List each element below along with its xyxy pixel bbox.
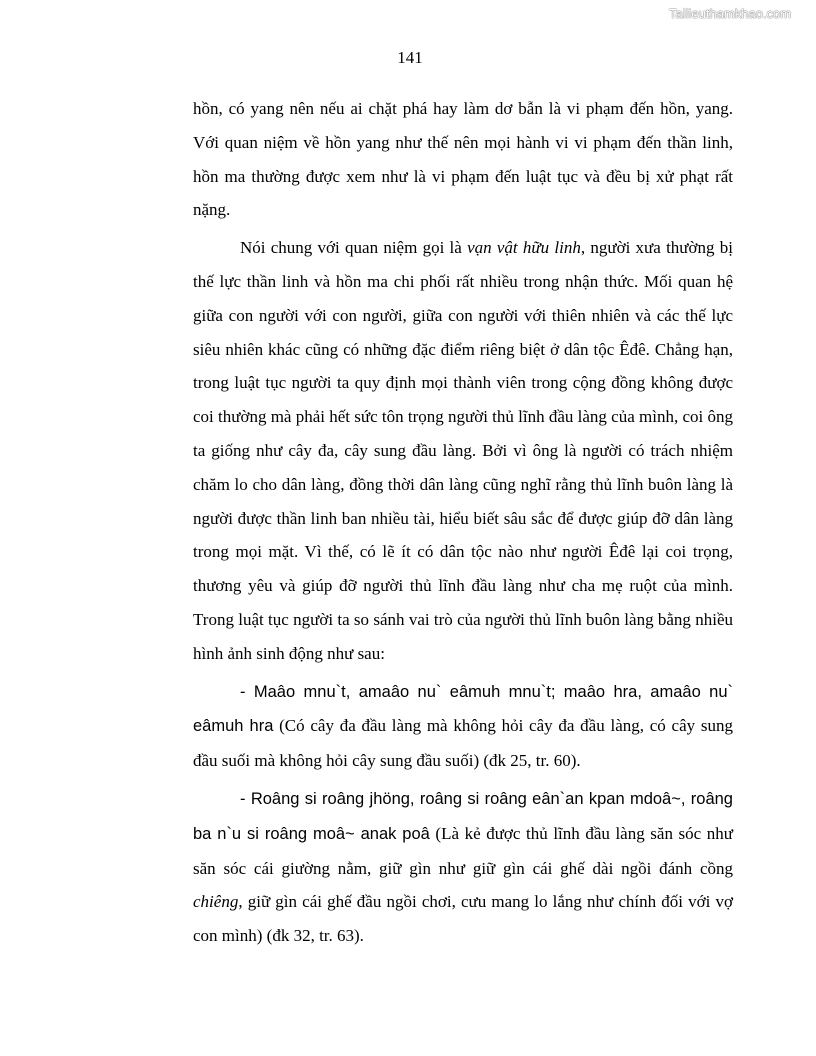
page-number: 141 — [397, 48, 423, 67]
watermark: Tailieuthamkhao.com — [669, 6, 792, 21]
quote-2 — [193, 782, 733, 953]
quote-2-ede-text: - Roâng si roâng jhöng, roâng si roâng eân`an kpan mdoâ~, roâng ba n`u si roâng moâ~ anak poâ — [193, 789, 733, 843]
document-body — [193, 92, 733, 953]
paragraph-1-text: hồn, có yang nên nếu ai chặt phá hay làm dơ bẫn là vi phạm đến hồn, yang. Với quan niệm về hồn yang như thế nên mọi hành vi vi phạm đến thần linh, hồn ma thường được xem như là vi phạm đến luật tục và đều bị xử phạt rất nặng. — [193, 99, 733, 220]
paragraph-2-text-rest: , người xưa thường bị thế lực thần linh và hồn ma chi phối rất nhiều trong nhận thức. Mối quan hệ giữa con người với con người, giữa con người với thiên nhiên và các thế lực siêu nhiên khác cũng có những đặc điểm riêng biệt ở dân tộc Êđê. Chẳng hạn, trong luật tục người ta quy định mọi thành viên trong cộng đồng không được coi thường mà phải hết sức tôn trọng người thủ lĩnh đầu làng của mình, coi ông ta giống như cây đa, cây sung đầu làng. Bởi vì ông là người có trách nhiệm chăm lo cho dân làng, đồng thời dân làng cũng nghĩ rằng thủ lĩnh buôn làng là người được thần linh ban nhiều tài, hiểu biết sâu sắc để được giúp đỡ dân làng trong mọi mặt. Vì thế, có lẽ ít có dân tộc nào như người Êđê lại coi trọng, thương yêu và giúp đỡ người thủ lĩnh đầu làng như cha mẹ ruột của mình. Trong luật tục người ta so sánh vai trò của người thủ lĩnh buôn làng bằng nhiều hình ảnh sinh động như sau: — [193, 238, 733, 663]
quote-1 — [193, 675, 733, 778]
quote-1-translation: (Có cây đa đầu làng mà không hỏi cây đa đầu làng, có cây sung đầu suối mà không hỏi cây sung đầu suối) (đk 25, tr. 60). — [193, 716, 733, 771]
paragraph-2-text-start: Nói chung với quan niệm gọi là — [240, 238, 468, 258]
quote-1-ede-text: - Maâo mnu`t, amaâo nu` eâmuh mnu`t; maâo hra, amaâo nu` eâmuh hra — [193, 682, 733, 736]
paragraph-2 — [193, 231, 733, 670]
paragraph-2-italic-term: vạn vật hữu linh — [467, 238, 581, 258]
paragraph-1 — [193, 92, 733, 227]
quote-2-translation-start: (Là kẻ được thủ lĩnh đầu làng săn sóc như săn sóc cái giường nằm, giữ gìn như giữ gìn cái ghế dài ngồi đánh cồng — [193, 823, 733, 878]
quote-2-translation-rest: , giữ gìn cái ghế đầu ngồi chơi, cưu mang lo lắng như chính đối với vợ con mình) (đk 32, tr. 63). — [193, 892, 733, 946]
quote-2-italic-term: chiêng — [193, 892, 239, 912]
